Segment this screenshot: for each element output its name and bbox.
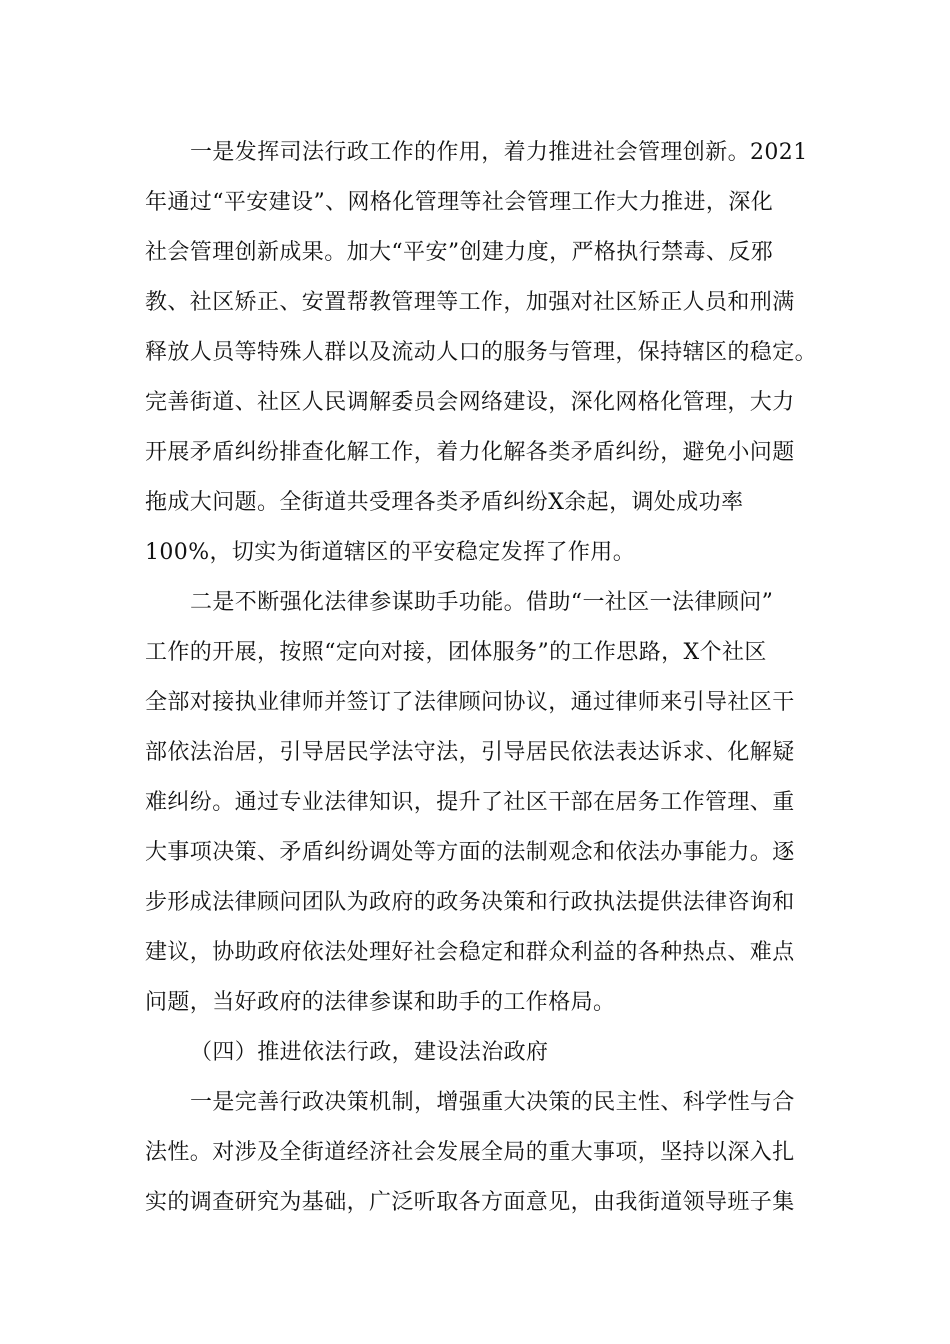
text-line: 开展矛盾纠纷排查化解工作，着力化解各类矛盾纠纷，避免小问题 [145, 440, 795, 465]
paragraph-first-line: 一是发挥司法行政工作的作用，着力推进社会管理创新。2021 [190, 140, 808, 165]
text-line: 年通过“平安建设”、网格化管理等社会管理工作大力推进，深化 [145, 190, 774, 215]
text-line: 大事项决策、矛盾纠纷调处等方面的法制观念和依法办事能力。逐 [145, 840, 795, 865]
paragraph-first-line: 一是完善行政决策机制，增强重大决策的民主性、科学性与合 [190, 1090, 795, 1115]
document-page [145, 128, 818, 1228]
text-line: 法性。对涉及全街道经济社会发展全局的重大事项，坚持以深入扎 [145, 1140, 795, 1165]
text-line: 工作的开展，按照“定向对接，团体服务”的工作思路，X个社区 [145, 640, 767, 665]
text-line: 100%，切实为街道辖区的平安稳定发挥了作用。 [145, 540, 636, 565]
text-line: 建议，协助政府依法处理好社会稳定和群众利益的各种热点、难点 [145, 940, 795, 965]
text-line: 难纠纷。通过专业法律知识，提升了社区干部在居务工作管理、重 [145, 790, 795, 815]
text-line: 问题，当好政府的法律参谋和助手的工作格局。 [145, 990, 616, 1015]
text-line: 拖成大问题。全街道共受理各类矛盾纠纷X余起，调处成功率 [145, 490, 744, 515]
text-line: 教、社区矫正、安置帮教管理等工作，加强对社区矫正人员和刑满 [145, 290, 795, 315]
text-line: 部依法治居，引导居民学法守法，引导居民依法表达诉求、化解疑 [145, 740, 795, 765]
text-line: 社会管理创新成果。加大“平安”创建力度，严格执行禁毒、反邪 [145, 240, 774, 265]
text-line: 完善街道、社区人民调解委员会网络建设，深化网格化管理，大力 [145, 390, 795, 415]
text-line: 实的调查研究为基础，广泛听取各方面意见，由我街道领导班子集 [145, 1190, 795, 1215]
paragraph-first-line: 二是不断强化法律参谋助手功能。借助“一社区一法律顾问” [190, 590, 774, 615]
text-line: 释放人员等特殊人群以及流动人口的服务与管理，保持辖区的稳定。 [145, 340, 818, 365]
text-line: 全部对接执业律师并签订了法律顾问协议，通过律师来引导社区干 [145, 690, 795, 715]
paragraph-first-line: （四）推进依法行政，建设法治政府 [190, 1040, 549, 1065]
text-line: 步形成法律顾问团队为政府的政务决策和行政执法提供法律咨询和 [145, 890, 795, 915]
